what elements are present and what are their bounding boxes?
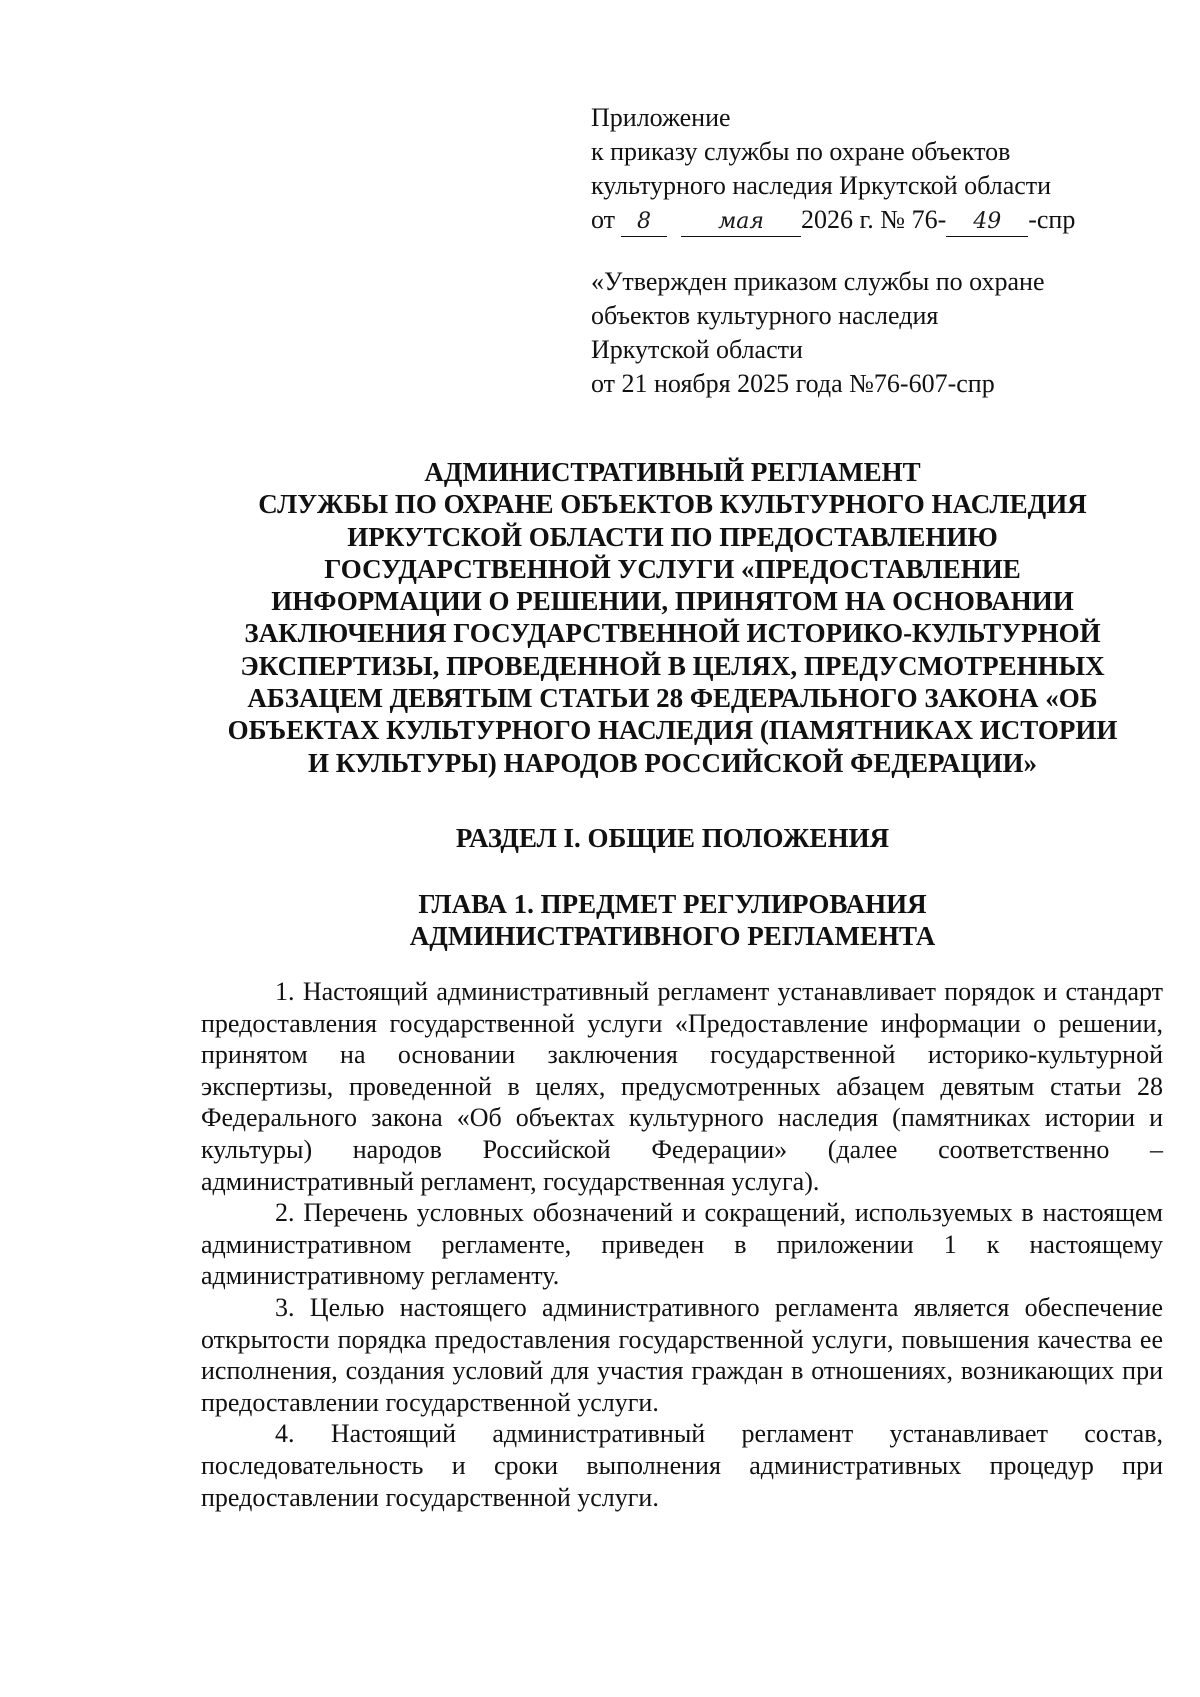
handwritten-number: 49 [946, 210, 1028, 237]
approved-line-3: Иркутской области [591, 335, 803, 364]
document-title [190, 456, 1155, 779]
title-line: ЗАКЛЮЧЕНИЯ ГОСУДАРСТВЕННОЙ ИСТОРИКО-КУЛЬТУРНОЙ [244, 618, 1101, 649]
body-text [201, 976, 1163, 1513]
paragraph-3: 3. Целью настоящего административного регламента является обеспечение открытости порядка предоставления государственной услуги, повышения качества ее исполнения, создания условий для участия граждан в отношениях, возникающих при предоставлении государственной услуги. [201, 1292, 1163, 1417]
appendix-header [591, 101, 1131, 237]
title-line: АДМИНИСТРАТИВНЫЙ РЕГЛАМЕНТ [424, 457, 921, 487]
appendix-order-line: к приказу службы по охране объектов [591, 137, 1011, 166]
approved-line-1: «Утвержден приказом службы по охране [591, 267, 1045, 296]
date-prefix: от [591, 205, 616, 234]
title-line: СЛУЖБЫ ПО ОХРАНЕ ОБЪЕКТОВ КУЛЬТУРНОГО НАСЛЕДИЯ [258, 489, 1087, 520]
chapter-heading-line-2: АДМИНИСТРАТИВНОГО РЕГЛАМЕНТА [409, 921, 936, 951]
title-line: АБЗАЦЕМ ДЕВЯТЫМ СТАТЬИ 28 ФЕДЕРАЛЬНОГО ЗАКОНА «ОБ [247, 683, 1098, 714]
handwritten-month: мая [681, 210, 801, 237]
appendix-date-line [591, 203, 1131, 237]
title-line: ИНФОРМАЦИИ О РЕШЕНИИ, ПРИНЯТОМ НА ОСНОВАНИИ [271, 586, 1074, 617]
year-and-number-prefix: 2026 г. № 76- [801, 205, 947, 234]
title-line: ГОСУДАРСТВЕННОЙ УСЛУГИ «ПРЕДОСТАВЛЕНИЕ [324, 553, 1021, 584]
paragraph-2: 2. Перечень условных обозначений и сокращений, используемых в настоящем административном регламенте, приведен в приложении 1 к настоящему административному регламенту. [201, 1198, 1163, 1291]
approved-line-4: от 21 ноября 2025 года №76-607-спр [591, 369, 995, 398]
title-line: ИРКУТСКОЙ ОБЛАСТИ ПО ПРЕДОСТАВЛЕНИЮ [347, 521, 998, 552]
chapter-heading-line-1: ГЛАВА 1. ПРЕДМЕТ РЕГУЛИРОВАНИЯ [418, 889, 927, 919]
chapter-heading [190, 888, 1155, 952]
section-heading: РАЗДЕЛ I. ОБЩИЕ ПОЛОЖЕНИЯ [455, 823, 890, 853]
title-line: И КУЛЬТУРЫ) НАРОДОВ РОССИЙСКОЙ ФЕДЕРАЦИИ» [307, 747, 1038, 778]
appendix-label: Приложение [591, 103, 731, 132]
appendix-agency-line: культурного наследия Иркутской области [591, 171, 1052, 200]
number-suffix: -спр [1028, 205, 1076, 234]
paragraph-4: 4. Настоящий административный регламент устанавливает состав, последовательность и сроки выполнения административных процедур при предоставлении государственной услуги. [201, 1419, 1163, 1512]
paragraph-1: 1. Настоящий административный регламент устанавливает порядок и стандарт предоставления государственной услуги «Предоставление информации о решении, принятом на основании заключения государственной историко-культурной экспертизы, проведенной в целях, предусмотренных абзацем девятым статьи 28 Федерального закона «Об объектах культурного наследия (памятниках истории и культуры) народов Российской Федерации» (далее соответственно – административный регламент, государственная услуга). [201, 977, 1163, 1196]
approved-line-2: объектов культурного наследия [591, 301, 939, 330]
handwritten-day: 8 [621, 210, 667, 237]
title-line: ЭКСПЕРТИЗЫ, ПРОВЕДЕННОЙ В ЦЕЛЯХ, ПРЕДУСМОТРЕННЫХ [240, 650, 1105, 681]
title-line: ОБЪЕКТАХ КУЛЬТУРНОГО НАСЛЕДИЯ (ПАМЯТНИКАХ ИСТОРИИ [227, 715, 1118, 746]
approved-by-block [591, 265, 1131, 401]
